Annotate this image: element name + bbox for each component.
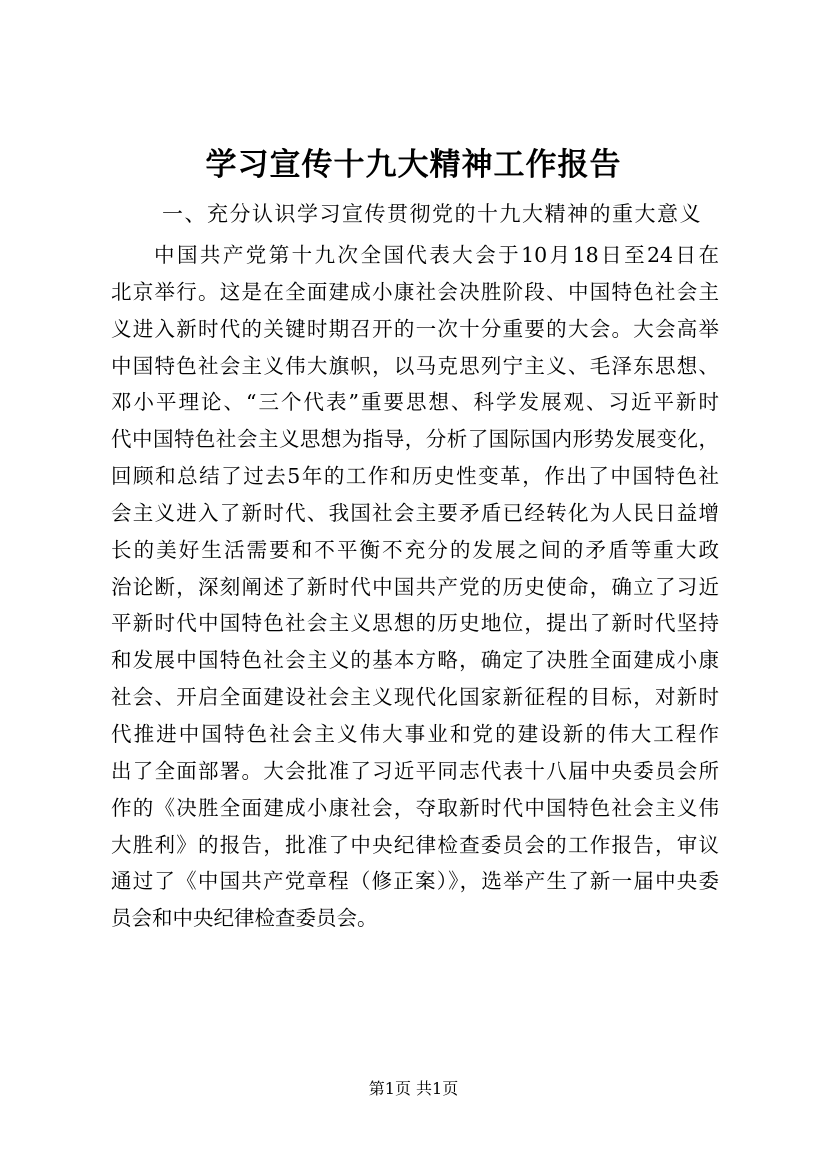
paragraph-line: 中国特色社会主义伟大旗帜，以马克思列宁主义、毛泽东思想、	[111, 353, 719, 378]
paragraph-line: 社会、开启全面建设社会主义现代化国家新征程的目标，对新时	[111, 685, 719, 710]
document-paragraph	[111, 237, 719, 937]
document-title: 学习宣传十九大精神工作报告	[205, 147, 622, 183]
paragraph-line: 中国共产党第十九次全国代表大会于10月18日至24日在	[154, 243, 719, 267]
paragraph-line: 和发展中国特色社会主义的基本方略，确定了决胜全面建成小康	[111, 648, 719, 673]
paragraph-line: 北京举行。这是在全面建成小康社会决胜阶段、中国特色社会主	[111, 279, 719, 304]
paragraph-line: 治论断，深刻阐述了新时代中国共产党的历史使命，确立了习近	[111, 574, 719, 599]
paragraph-line: 员会和中央纪律检查委员会。	[111, 906, 378, 931]
section-heading: 一、充分认识学习宣传贯彻党的十九大精神的重大意义	[162, 202, 702, 226]
paragraph-line: 回顾和总结了过去5年的工作和历史性变革，作出了中国特色社	[111, 464, 719, 489]
paragraph-line: 平新时代中国特色社会主义思想的历史地位，提出了新时代坚持	[111, 611, 719, 636]
paragraph-line: 长的美好生活需要和不平衡不充分的发展之间的矛盾等重大政	[111, 537, 719, 562]
paragraph-line: 代中国特色社会主义思想为指导，分析了国际国内形势发展变化，	[111, 427, 719, 452]
paragraph-line: 出了全面部署。大会批准了习近平同志代表十八届中央委员会所	[111, 758, 719, 783]
page-number-footer: 第1页 共1页	[368, 1079, 459, 1098]
paragraph-line: 会主义进入了新时代、我国社会主要矛盾已经转化为人民日益增	[111, 500, 719, 525]
paragraph-line: 义进入新时代的关键时期召开的一次十分重要的大会。大会高举	[111, 316, 719, 341]
paragraph-line: 代推进中国特色社会主义伟大事业和党的建设新的伟大工程作	[111, 721, 719, 746]
paragraph-line: 邓小平理论、“三个代表”重要思想、科学发展观、习近平新时	[111, 390, 719, 415]
paragraph-line: 通过了《中国共产党章程（修正案）》，选举产生了新一届中央委	[111, 869, 719, 894]
paragraph-line: 作的《决胜全面建成小康社会，夺取新时代中国特色社会主义伟	[111, 795, 719, 820]
paragraph-line: 大胜利》的报告，批准了中央纪律检查委员会的工作报告，审议	[111, 832, 719, 857]
